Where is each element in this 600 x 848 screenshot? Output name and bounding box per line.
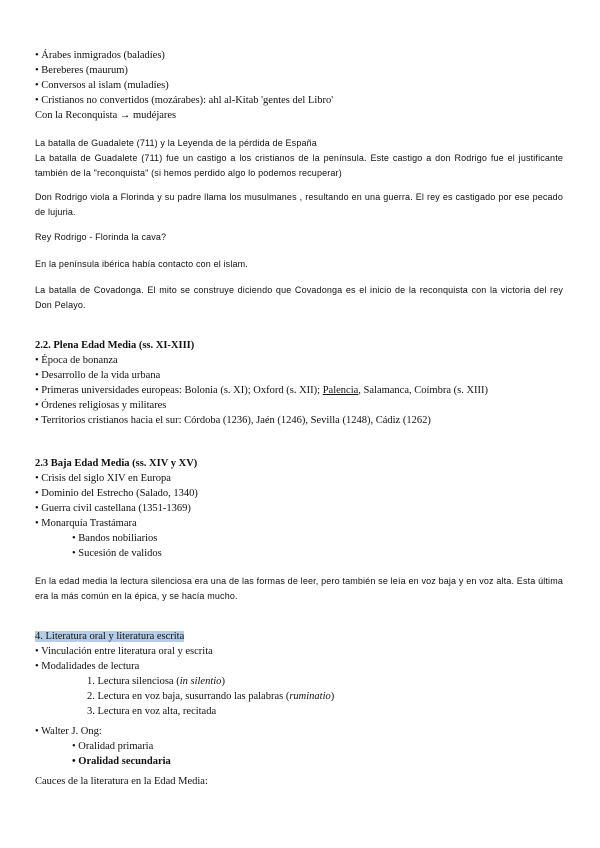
oralidad-secundaria: • Oralidad secundaria xyxy=(72,756,171,767)
plena-bullet-2: • Desarrollo de la vida urbana xyxy=(35,370,161,381)
contacto-line xyxy=(35,257,563,272)
numbered-item-3-prefix: 3. Lectura en voz alta, recitada xyxy=(87,706,217,717)
palencia-link[interactable]: Palencia xyxy=(322,385,359,396)
numbered-item-3 xyxy=(35,704,563,719)
literatura-heading-row xyxy=(35,629,563,644)
plena-bullet-5: • Territorios cristianos hacia el sur: Córdoba (1236), Jaén (1246), Sevilla (1248), Cádiz (1262) xyxy=(35,415,431,426)
literatura-bullet-2: • Modalidades de lectura xyxy=(35,661,140,672)
numbered-item-2-prefix: 2. Lectura en voz baja, susurrando las palabras ( xyxy=(87,691,290,702)
florinda-line xyxy=(35,230,563,245)
florinda-line-text: Rey Rodrigo - Florinda la cava? xyxy=(35,232,167,242)
plena-bullet-1: • Época de bonanza xyxy=(35,355,118,366)
baja-bullet-4: • Monarquía Trastámara xyxy=(35,518,137,529)
guadalete-paragraph: La batalla de Guadalete (711) fue un castigo a los cristianos de la península. Este castigo a don Rodrigo fue el justificante también de la "reconquista" (si hemos perdido algo lo podemos recuperar) xyxy=(35,153,563,178)
numbered-item-1-prefix: 1. Lectura silenciosa ( xyxy=(87,676,180,687)
numbered-item-2 xyxy=(35,689,563,704)
plena-heading: 2.2. Plena Edad Media (ss. XI-XIII) xyxy=(35,340,195,351)
guadalete-title-text: La batalla de Guadalete (711) y la Leyenda de la pérdida de España xyxy=(35,138,317,148)
intro-bullet-2: • Bereberes (maurum) xyxy=(35,65,128,76)
cauces-line-text: Cauces de la literatura en la Edad Media: xyxy=(35,776,208,787)
cauces-line xyxy=(35,774,563,789)
baja-sub-bullet-2: • Sucesión de validos xyxy=(72,548,162,559)
plena-section xyxy=(35,338,563,428)
baja-heading: 2.3 Baja Edad Media (ss. XIV y XV) xyxy=(35,458,198,469)
plena-bullet-universidades xyxy=(35,383,563,398)
intro-bullet-1: • Árabes inmigrados (baladíes) xyxy=(35,50,165,61)
intro-bullet-3: • Conversos al islam (muladíes) xyxy=(35,80,169,91)
oralidad-primaria: • Oralidad primaria xyxy=(72,741,154,752)
literatura-section xyxy=(35,629,563,719)
rodrigo-paragraph: Don Rodrigo viola a Florinda y su padre llama los musulmanes , resultando en una guerra. El rey es castigado por ese pecado de lujuria. xyxy=(35,192,563,217)
intro-bullet-4: • Cristianos no convertidos (mozárabes): ahl al-Kitab 'gentes del Libro' xyxy=(35,95,334,106)
reconquista-line: Con la Reconquista → mudéjares xyxy=(35,110,177,121)
contacto-line-text: En la península ibérica había contacto con el islam. xyxy=(35,259,248,269)
baja-bullet-3: • Guerra civil castellana (1351-1369) xyxy=(35,503,191,514)
covadonga-paragraph: La batalla de Covadonga. El mito se construye diciendo que Covadonga es el inicio de la reconquista con la victoria del rey Don Pelayo. xyxy=(35,285,563,310)
lectura-paragraph: En la edad media la lectura silenciosa era una de las formas de leer, pero también se leía en voz baja y en voz alta. Esta última era la más común en la épica, y se hacía mucho. xyxy=(35,576,563,601)
universidades-prefix: • Primeras universidades europeas: Bolonia (s. XI); Oxford (s. XII); xyxy=(35,385,323,396)
numbered-item-1-suffix: ) xyxy=(221,676,225,687)
ong-section xyxy=(35,724,563,769)
numbered-item-2-suffix: ) xyxy=(330,691,335,702)
universidades-suffix: , Salamanca, Coímbra (s. XIII) xyxy=(358,385,489,396)
literatura-bullet-1: • Vinculación entre literatura oral y escrita xyxy=(35,646,213,657)
plena-bullet-4: • Órdenes religiosas y militares xyxy=(35,400,167,411)
numbered-item-2-italic: ruminatio xyxy=(289,691,331,702)
baja-section xyxy=(35,456,563,561)
numbered-item-1 xyxy=(35,674,563,689)
literatura-heading: 4. Literatura oral y literatura escrita xyxy=(35,631,185,642)
baja-bullet-1: • Crisis del siglo XIV en Europa xyxy=(35,473,171,484)
ong-bullet: • Walter J. Ong: xyxy=(35,726,102,737)
guadalete-title xyxy=(35,136,563,151)
numbered-item-1-italic: in silentio xyxy=(179,676,222,687)
intro-bullet-list xyxy=(35,48,563,123)
baja-bullet-2: • Dominio del Estrecho (Salado, 1340) xyxy=(35,488,198,499)
baja-sub-bullet-1: • Bandos nobiliarios xyxy=(72,533,158,544)
